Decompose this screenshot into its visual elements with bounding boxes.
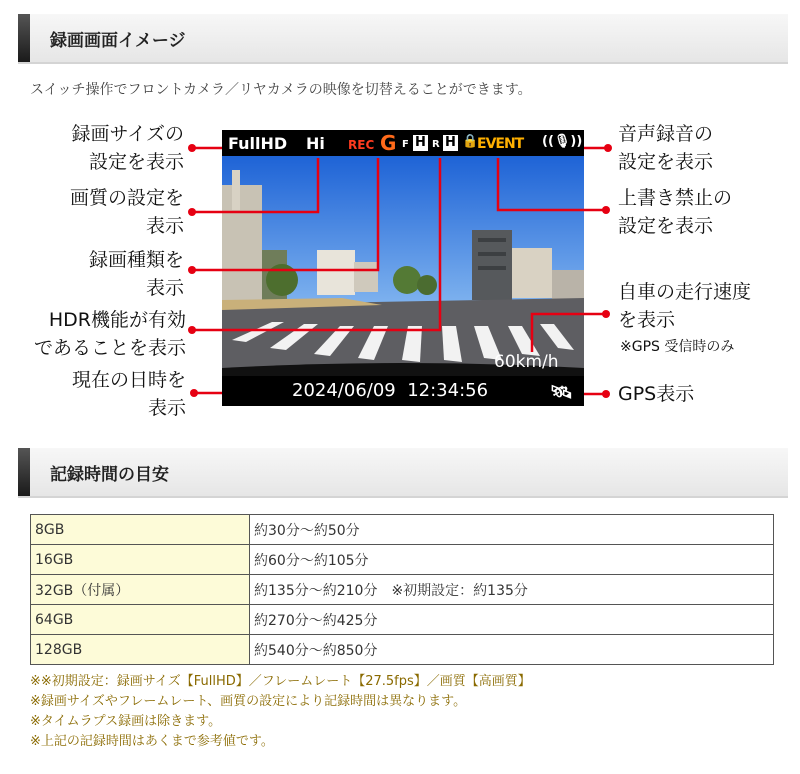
section-header-screen-image bbox=[18, 14, 788, 64]
time-cell: 約135分～約210分 ※初期設定：約135分 bbox=[250, 575, 774, 605]
table-row bbox=[31, 575, 774, 605]
label-gps: GPS表示 bbox=[618, 383, 695, 405]
time-cell: 約30分～約50分 bbox=[250, 515, 774, 545]
section-header-bar bbox=[18, 14, 30, 62]
label-quality: 画質の設定を 表示 bbox=[69, 187, 184, 237]
intro-text: スイッチ操作でフロントカメラ／リヤカメラの映像を切替えることができます。 bbox=[30, 82, 532, 98]
section-header-recording-time bbox=[18, 448, 788, 498]
osd-rec-type: G bbox=[380, 131, 397, 155]
section-title: 記録時間の目安 bbox=[50, 465, 169, 485]
osd-front: F bbox=[402, 139, 409, 150]
osd-rec: REC bbox=[348, 138, 375, 152]
notes bbox=[30, 672, 531, 752]
recording-time-table bbox=[30, 514, 774, 665]
osd-event: EVENT bbox=[477, 136, 524, 152]
section-title: 録画画面イメージ bbox=[50, 31, 186, 51]
dashcam-screen bbox=[222, 130, 584, 406]
lock-icon: 🔒 bbox=[462, 134, 479, 149]
time-cell: 約540分～約850分 bbox=[250, 635, 774, 665]
osd-speed: 60km/h bbox=[494, 352, 559, 372]
capacity-cell: 64GB bbox=[31, 605, 250, 635]
label-speed-note: ※GPS 受信時のみ bbox=[620, 339, 735, 355]
note-line: ※録画サイズやフレームレート、画質の設定により記録時間は異なります。 bbox=[30, 694, 467, 709]
label-hdr: HDR機能が有効 であることを表示 bbox=[33, 309, 186, 359]
osd-hdr-front: H bbox=[415, 135, 426, 150]
section-header-bar bbox=[18, 448, 30, 496]
label-speed: 自車の走行速度 を表示 bbox=[618, 281, 752, 331]
label-audio: 音声録音の 設定を表示 bbox=[618, 123, 714, 173]
osd-datetime: 2024/06/09 12:34:56 bbox=[292, 380, 489, 401]
capacity-cell: 128GB bbox=[31, 635, 250, 665]
osd-size: FullHD bbox=[228, 134, 288, 153]
label-datetime: 現在の日時を 表示 bbox=[71, 369, 186, 419]
note-line: ※※初期設定：録画サイズ【FullHD】／フレームレート【27.5fps】／画質【高画質】 bbox=[30, 674, 531, 689]
microphone-icon: ((🎙)) bbox=[542, 134, 583, 149]
capacity-cell: 8GB bbox=[31, 515, 250, 545]
satellite-icon: 🛰 bbox=[550, 382, 573, 403]
note-line: ※上記の記録時間はあくまで参考値です。 bbox=[30, 734, 274, 749]
osd-quality: Hi bbox=[306, 134, 325, 153]
table-row bbox=[31, 515, 774, 545]
label-overwrite-protect: 上書き禁止の 設定を表示 bbox=[618, 187, 733, 237]
table-row bbox=[31, 545, 774, 575]
osd-hdr-rear: H bbox=[445, 135, 456, 150]
osd-rear: R bbox=[432, 139, 440, 150]
note-line: ※タイムラプス録画は除きます。 bbox=[30, 714, 222, 729]
table-row bbox=[31, 635, 774, 665]
label-recording-size: 録画サイズの 設定を表示 bbox=[71, 123, 184, 173]
table-row bbox=[31, 605, 774, 635]
time-cell: 約60分～約105分 bbox=[250, 545, 774, 575]
capacity-cell: 32GB（付属） bbox=[31, 575, 250, 605]
label-recording-type: 録画種類を 表示 bbox=[88, 249, 184, 299]
time-cell: 約270分～約425分 bbox=[250, 605, 774, 635]
capacity-cell: 16GB bbox=[31, 545, 250, 575]
